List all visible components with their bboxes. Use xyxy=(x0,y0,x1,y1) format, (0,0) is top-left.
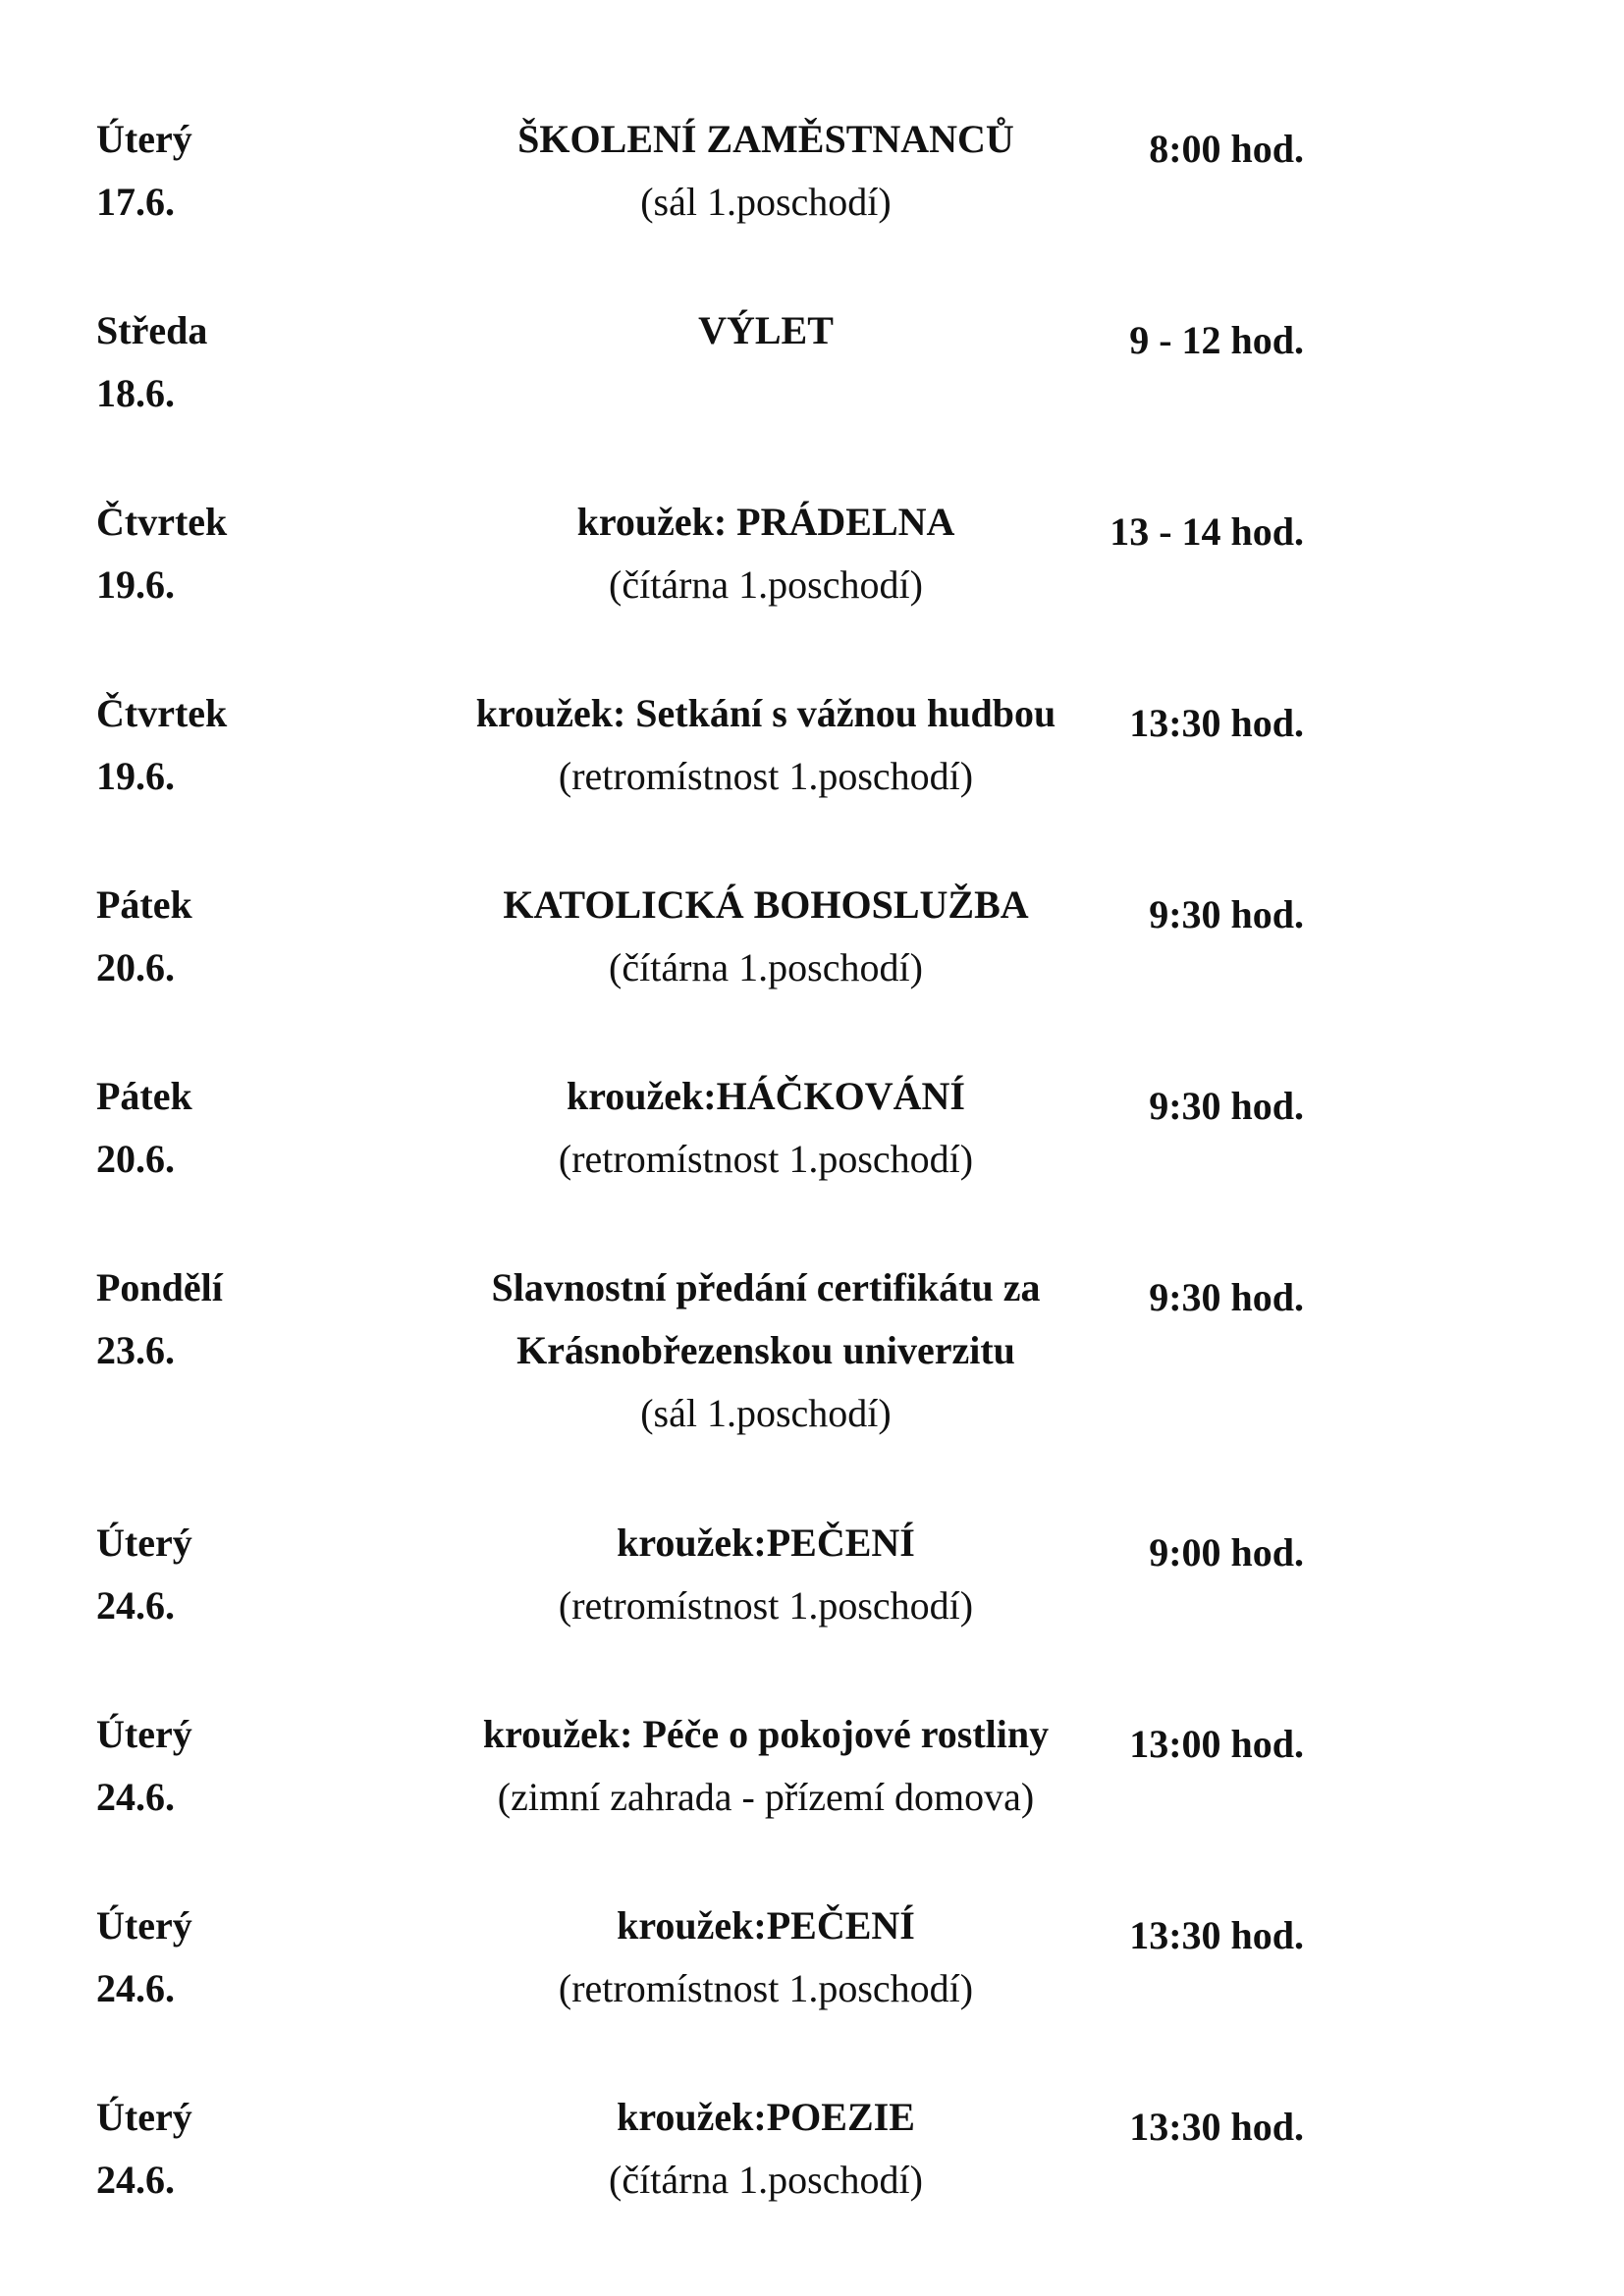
entry-time: 13:30 hod. xyxy=(1129,2105,1304,2149)
entry-time: 9:30 hod. xyxy=(1149,1084,1304,1128)
entry-title: kroužek: PRÁDELNA xyxy=(576,500,955,544)
entry-day: Čtvrtek xyxy=(96,500,228,544)
entry-time: 13 - 14 hod. xyxy=(1110,509,1304,554)
entry-location: (sál 1.poschodí) xyxy=(640,180,892,224)
entry-day: Středa xyxy=(96,308,208,352)
entry-day: Úterý xyxy=(96,2095,192,2139)
entry-date: 17.6. xyxy=(96,180,175,224)
entry-title: kroužek: Péče o pokojové rostliny xyxy=(482,1712,1050,1756)
schedule-entry xyxy=(96,491,1304,682)
entry-title: kroužek: Setkání s vážnou hudbou xyxy=(475,691,1056,735)
entry-date: 19.6. xyxy=(96,754,175,798)
entry-date-block xyxy=(96,874,312,999)
entry-date-block xyxy=(96,1703,312,1829)
entry-date-block xyxy=(96,1895,312,2020)
entry-location: (sál 1.poschodí) xyxy=(640,1391,892,1435)
entry-title: kroužek:PEČENÍ xyxy=(617,1521,915,1565)
entry-date-block xyxy=(96,682,312,808)
entry-date-block xyxy=(96,1256,312,1382)
entry-title: Krásnobřezenskou univerzitu xyxy=(516,1328,1015,1372)
entry-location: (čítárna 1.poschodí) xyxy=(609,562,923,607)
entry-title: VÝLET xyxy=(698,308,834,352)
entry-day: Úterý xyxy=(96,1521,192,1565)
entry-date: 24.6. xyxy=(96,1583,175,1628)
entry-date-block xyxy=(96,108,312,234)
entry-title: kroužek:HÁČKOVÁNÍ xyxy=(567,1074,965,1118)
entry-location: (retromístnost 1.poschodí) xyxy=(558,1137,974,1181)
entry-date: 24.6. xyxy=(96,1966,175,2010)
entry-time: 13:30 hod. xyxy=(1129,701,1304,745)
entry-date-block xyxy=(96,1065,312,1191)
entry-time: 13:30 hod. xyxy=(1129,1913,1304,1957)
entry-date: 20.6. xyxy=(96,1137,175,1181)
schedule-entry xyxy=(96,1512,1304,1703)
schedule-entry xyxy=(96,108,1304,299)
entry-title: Slavnostní předání certifikátu za xyxy=(491,1265,1041,1309)
entry-location: (retromístnost 1.poschodí) xyxy=(558,1583,974,1628)
schedule-entry xyxy=(96,682,1304,874)
schedule-entry xyxy=(96,2086,1304,2277)
entry-date: 20.6. xyxy=(96,945,175,989)
entry-day: Pátek xyxy=(96,882,192,927)
entry-time: 8:00 hod. xyxy=(1149,127,1304,171)
entry-date-block xyxy=(96,1512,312,1637)
entry-title: kroužek:POEZIE xyxy=(617,2095,915,2139)
entry-date-block xyxy=(96,491,312,616)
entry-day: Pátek xyxy=(96,1074,192,1118)
entry-time: 9 - 12 hod. xyxy=(1129,318,1304,362)
activity-schedule xyxy=(96,108,1304,2277)
schedule-entry xyxy=(96,1703,1304,1895)
entry-location: (retromístnost 1.poschodí) xyxy=(558,1966,974,2010)
entry-date-block xyxy=(96,299,312,425)
entry-title: KATOLICKÁ BOHOSLUŽBA xyxy=(503,882,1029,927)
schedule-entry xyxy=(96,1256,1304,1512)
entry-date: 24.6. xyxy=(96,2158,175,2202)
schedule-entry xyxy=(96,874,1304,1065)
entry-time: 9:00 hod. xyxy=(1149,1530,1304,1575)
entry-day: Čtvrtek xyxy=(96,691,228,735)
schedule-entry xyxy=(96,1065,1304,1256)
entry-location: (retromístnost 1.poschodí) xyxy=(558,754,974,798)
entry-day: Úterý xyxy=(96,117,192,161)
schedule-entry xyxy=(96,1895,1304,2086)
entry-date: 24.6. xyxy=(96,1775,175,1819)
entry-time: 13:00 hod. xyxy=(1129,1722,1304,1766)
entry-date: 18.6. xyxy=(96,371,175,415)
entry-title: ŠKOLENÍ ZAMĚSTNANCŮ xyxy=(517,117,1014,161)
entry-time: 9:30 hod. xyxy=(1149,892,1304,936)
entry-day: Úterý xyxy=(96,1903,192,1948)
entry-location: (čítárna 1.poschodí) xyxy=(609,2158,923,2202)
entry-date: 19.6. xyxy=(96,562,175,607)
entry-location: (čítárna 1.poschodí) xyxy=(609,945,923,989)
entry-date-block xyxy=(96,2086,312,2212)
schedule-entry xyxy=(96,299,1304,491)
entry-day: Úterý xyxy=(96,1712,192,1756)
entry-location: (zimní zahrada - přízemí domova) xyxy=(497,1775,1035,1819)
entry-date: 23.6. xyxy=(96,1328,175,1372)
entry-day: Pondělí xyxy=(96,1265,223,1309)
entry-title: kroužek:PEČENÍ xyxy=(617,1903,915,1948)
entry-time: 9:30 hod. xyxy=(1149,1275,1304,1319)
